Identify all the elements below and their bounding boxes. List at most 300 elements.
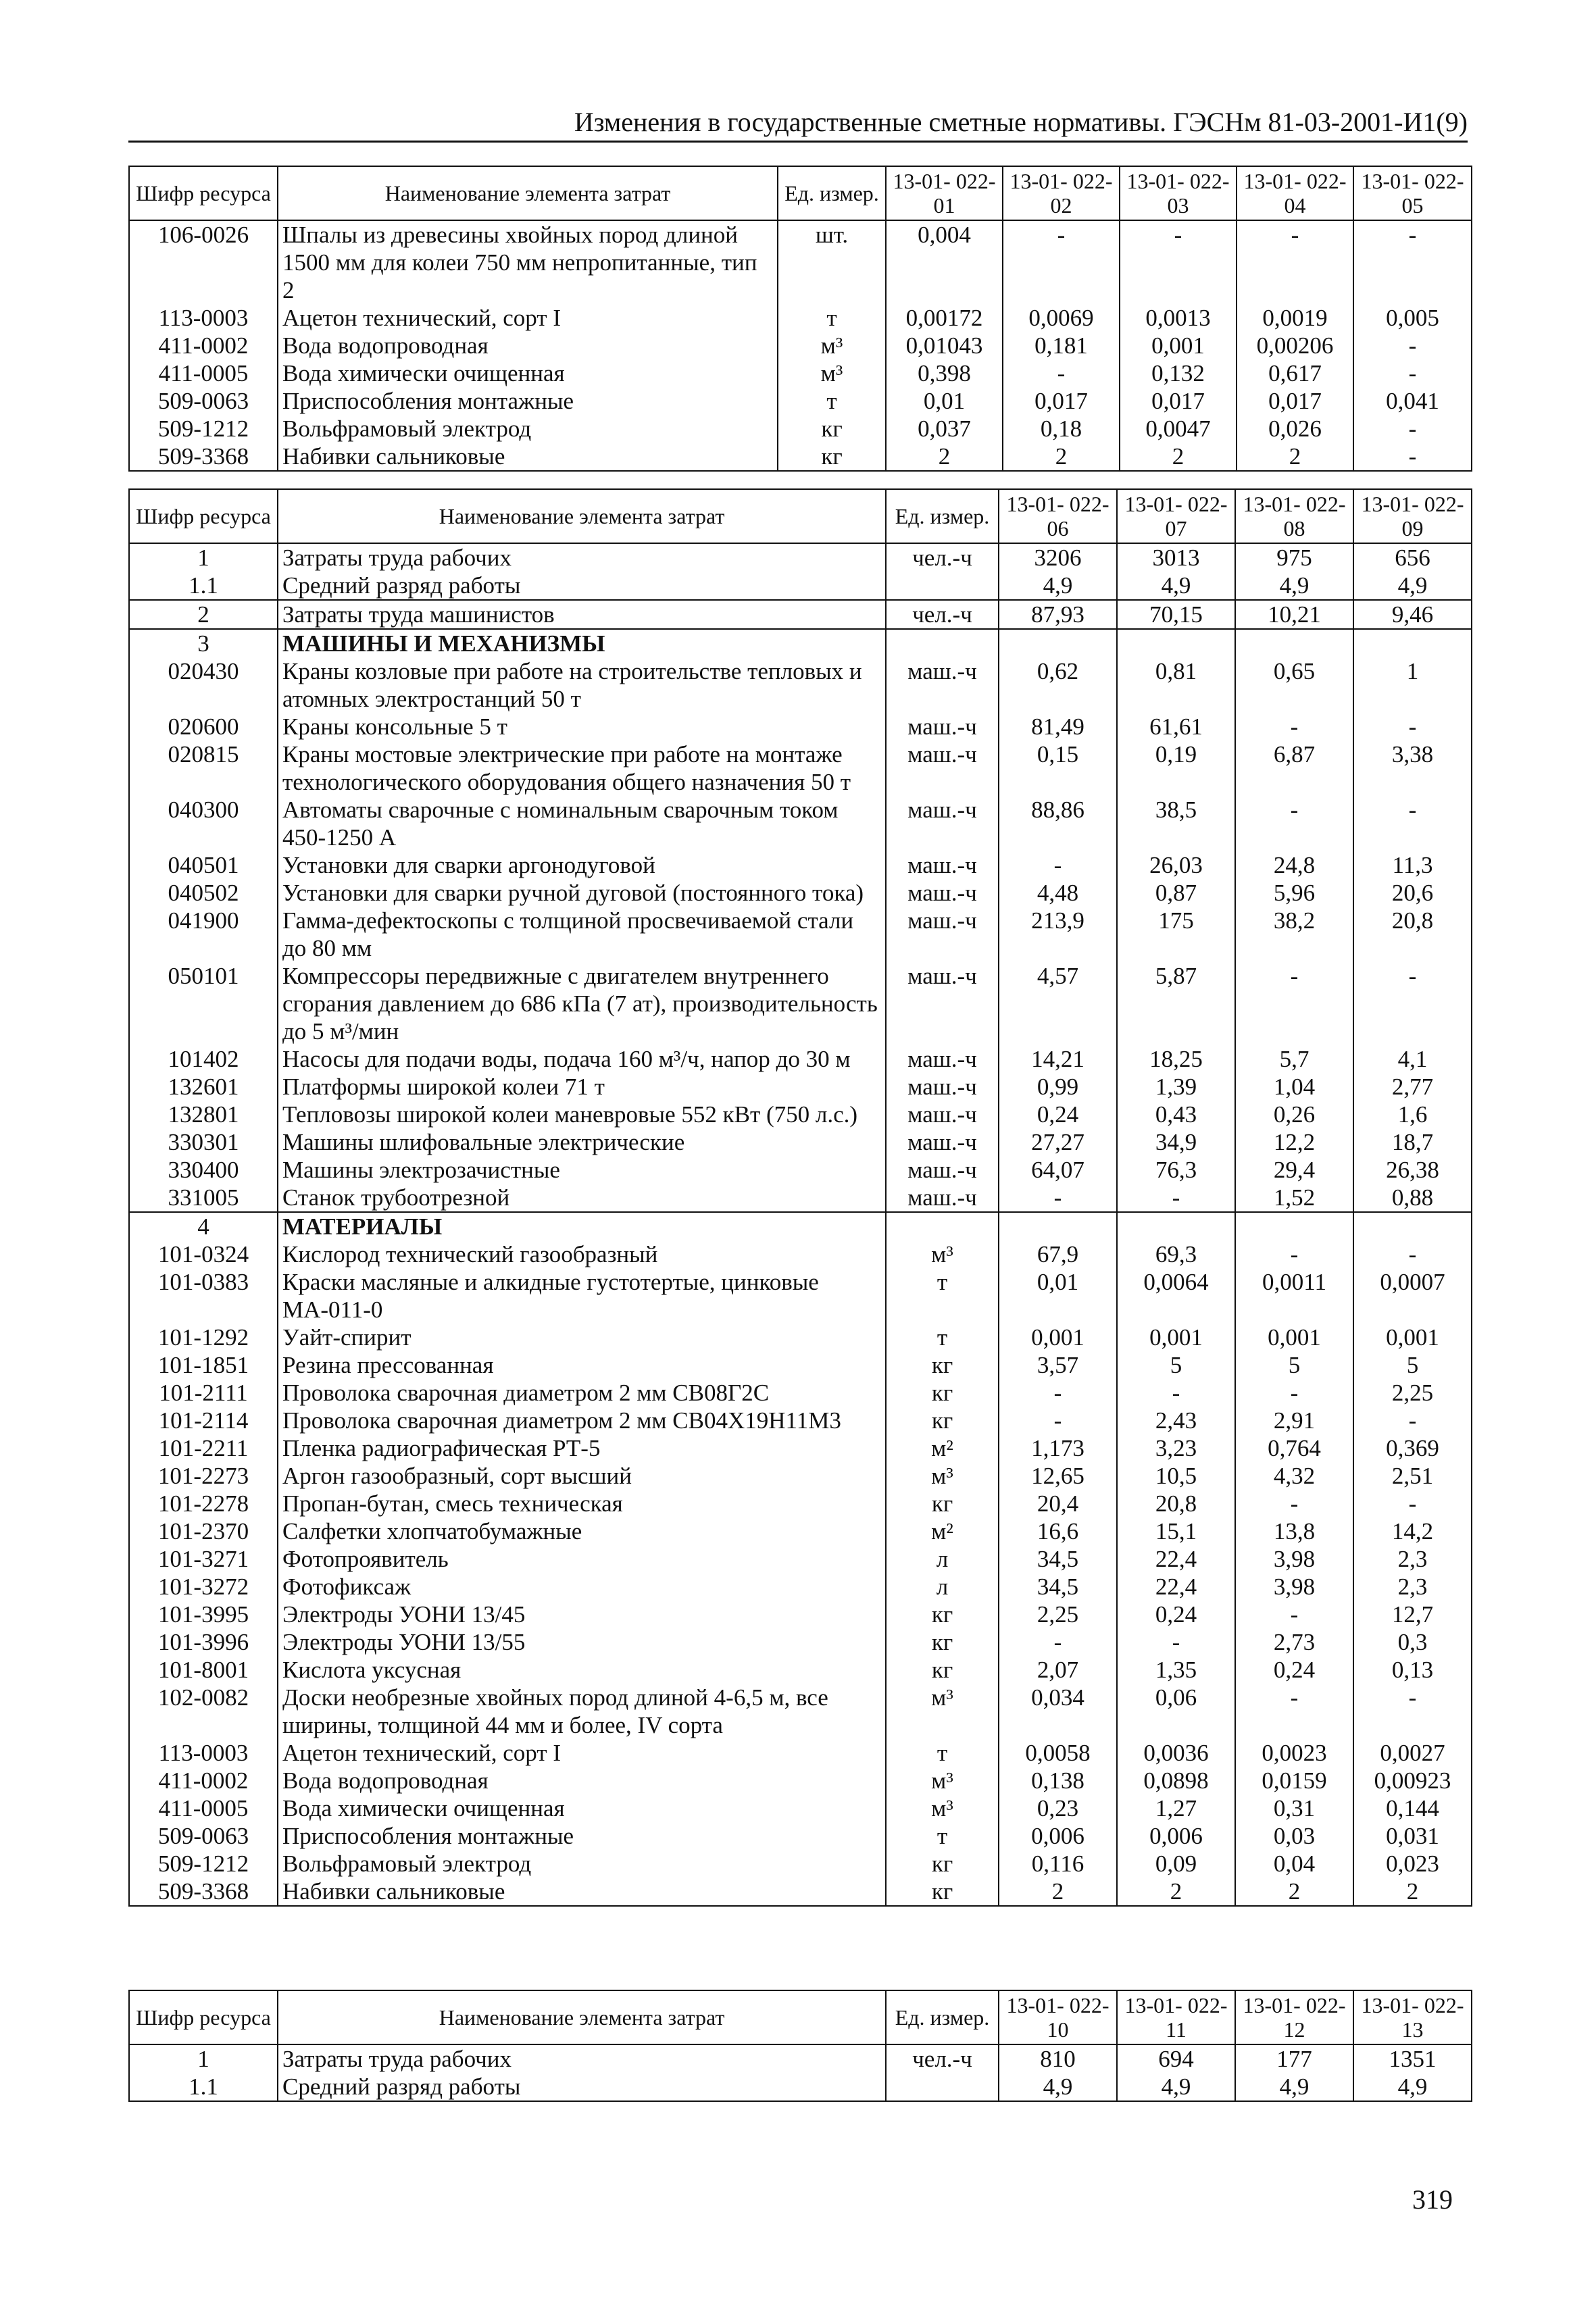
resource-code: 132801 bbox=[129, 1101, 278, 1128]
norm-value: - bbox=[1237, 220, 1353, 304]
table-row bbox=[129, 1407, 1472, 1434]
norm-value bbox=[1117, 1212, 1235, 1240]
resource-code: 101-2370 bbox=[129, 1517, 278, 1545]
resource-unit: шт. bbox=[778, 220, 886, 304]
norm-value: 0,031 bbox=[1353, 1822, 1472, 1850]
norm-value bbox=[1235, 1212, 1353, 1240]
resource-unit: маш.-ч bbox=[886, 740, 999, 796]
norm-value: 5 bbox=[1353, 1351, 1472, 1379]
col-header-norm: 13-01- 022-03 bbox=[1120, 166, 1237, 220]
norm-value: 16,6 bbox=[999, 1517, 1117, 1545]
resource-unit: маш.-ч bbox=[886, 1128, 999, 1156]
resource-unit: кг bbox=[886, 1601, 999, 1628]
norm-value: 0,01043 bbox=[886, 332, 1003, 359]
resource-name: Машины шлифовальные электрические bbox=[278, 1128, 886, 1156]
norm-value: 4,9 bbox=[1117, 572, 1235, 600]
resource-code: 102-0082 bbox=[129, 1684, 278, 1739]
norm-value: 3206 bbox=[999, 543, 1117, 572]
norm-value: 0,19 bbox=[1117, 740, 1235, 796]
table-row bbox=[129, 1240, 1472, 1268]
norm-value: 0,132 bbox=[1120, 359, 1237, 387]
table-row bbox=[129, 2073, 1472, 2101]
norm-value: 87,93 bbox=[999, 600, 1117, 629]
resource-unit bbox=[886, 2073, 999, 2101]
norm-value: - bbox=[1117, 1184, 1235, 1212]
norm-value: 22,4 bbox=[1117, 1573, 1235, 1601]
norm-value: 2 bbox=[1117, 1878, 1235, 1906]
table-row bbox=[129, 1128, 1472, 1156]
table-row bbox=[129, 600, 1472, 629]
norm-value: 69,3 bbox=[1117, 1240, 1235, 1268]
norm-value: 26,03 bbox=[1117, 851, 1235, 879]
norm-value: 10,21 bbox=[1235, 600, 1353, 629]
norm-value: 11,3 bbox=[1353, 851, 1472, 879]
resource-unit: маш.-ч bbox=[886, 1184, 999, 1212]
resource-code: 509-3368 bbox=[129, 443, 278, 471]
norm-value: 0,116 bbox=[999, 1850, 1117, 1878]
norm-value: 2,91 bbox=[1235, 1407, 1353, 1434]
resource-unit: м³ bbox=[778, 359, 886, 387]
norm-value: 0,006 bbox=[1117, 1822, 1235, 1850]
table-row bbox=[129, 1601, 1472, 1628]
norm-value: 38,2 bbox=[1235, 907, 1353, 962]
resource-name: Уайт-спирит bbox=[278, 1324, 886, 1351]
norm-value: 20,8 bbox=[1117, 1490, 1235, 1517]
norm-value: - bbox=[1353, 1407, 1472, 1434]
resource-code: 101-3271 bbox=[129, 1545, 278, 1573]
norm-value: 34,9 bbox=[1117, 1128, 1235, 1156]
resource-name: Резина прессованная bbox=[278, 1351, 886, 1379]
norm-value: 70,15 bbox=[1117, 600, 1235, 629]
norm-value: 2 bbox=[1120, 443, 1237, 471]
norm-value: 0,041 bbox=[1353, 387, 1472, 415]
norm-value: 0,001 bbox=[1353, 1324, 1472, 1351]
norm-value: 3,98 bbox=[1235, 1573, 1353, 1601]
resource-name: Затраты труда машинистов bbox=[278, 600, 886, 629]
resource-name: МАТЕРИАЛЫ bbox=[278, 1212, 886, 1240]
norm-value: 0,43 bbox=[1117, 1101, 1235, 1128]
resource-unit: т bbox=[886, 1324, 999, 1351]
resource-code: 113-0003 bbox=[129, 1739, 278, 1767]
resource-unit: маш.-ч bbox=[886, 1073, 999, 1101]
norm-value: 0,017 bbox=[1120, 387, 1237, 415]
col-header-norm: 13-01- 022-02 bbox=[1003, 166, 1120, 220]
resource-code: 411-0002 bbox=[129, 1767, 278, 1794]
resource-code: 3 bbox=[129, 629, 278, 657]
resource-unit: т bbox=[778, 387, 886, 415]
col-header-unit: Ед. измер. bbox=[778, 166, 886, 220]
resource-unit: м³ bbox=[778, 332, 886, 359]
resource-name: Установки для сварки ручной дуговой (постоянного тока) bbox=[278, 879, 886, 907]
resource-name: Краны козловые при работе на строительстве тепловых и атомных электростанций 50 т bbox=[278, 657, 886, 713]
norm-value: 5,96 bbox=[1235, 879, 1353, 907]
table-row bbox=[129, 1794, 1472, 1822]
norm-value: 12,2 bbox=[1235, 1128, 1353, 1156]
norm-value: 4,1 bbox=[1353, 1045, 1472, 1073]
norm-value: - bbox=[1235, 713, 1353, 740]
norm-value: 0,017 bbox=[1003, 387, 1120, 415]
norm-value: 61,61 bbox=[1117, 713, 1235, 740]
norm-value: 810 bbox=[999, 2044, 1117, 2073]
table-header-row bbox=[129, 1990, 1472, 2044]
table-row bbox=[129, 1545, 1472, 1573]
norm-value bbox=[1353, 629, 1472, 657]
norm-value: 0,0898 bbox=[1117, 1767, 1235, 1794]
norm-value: 0,62 bbox=[999, 657, 1117, 713]
table-header-row bbox=[129, 166, 1472, 220]
norm-value: 64,07 bbox=[999, 1156, 1117, 1184]
norm-value: 24,8 bbox=[1235, 851, 1353, 879]
resource-code: 101402 bbox=[129, 1045, 278, 1073]
norm-value: - bbox=[1117, 1379, 1235, 1407]
norm-value: - bbox=[999, 851, 1117, 879]
norm-value: - bbox=[1003, 220, 1120, 304]
norm-value: 12,65 bbox=[999, 1462, 1117, 1490]
norm-value: - bbox=[1003, 359, 1120, 387]
resource-code: 101-1292 bbox=[129, 1324, 278, 1351]
norm-value: 2,51 bbox=[1353, 1462, 1472, 1490]
resource-code: 101-0324 bbox=[129, 1240, 278, 1268]
col-header-norm: 13-01- 022-05 bbox=[1353, 166, 1472, 220]
norm-value: - bbox=[1235, 796, 1353, 851]
norm-value: - bbox=[1353, 415, 1472, 443]
resource-code: 020430 bbox=[129, 657, 278, 713]
norm-value: 0,00923 bbox=[1353, 1767, 1472, 1794]
table-row bbox=[129, 1434, 1472, 1462]
norm-value: - bbox=[999, 1379, 1117, 1407]
resource-unit: маш.-ч bbox=[886, 796, 999, 851]
resource-code: 020600 bbox=[129, 713, 278, 740]
norm-value: 4,9 bbox=[1235, 2073, 1353, 2101]
resource-unit: т bbox=[778, 304, 886, 332]
norm-value: 20,8 bbox=[1353, 907, 1472, 962]
resource-unit: кг bbox=[886, 1490, 999, 1517]
norm-value: 0,0013 bbox=[1120, 304, 1237, 332]
col-header-norm: 13-01- 022-09 bbox=[1353, 489, 1472, 543]
resource-name: Затраты труда рабочих bbox=[278, 2044, 886, 2073]
resource-code: 040300 bbox=[129, 796, 278, 851]
table-row bbox=[129, 220, 1472, 304]
resource-code: 101-2111 bbox=[129, 1379, 278, 1407]
norm-value: - bbox=[1353, 220, 1472, 304]
table-row bbox=[129, 1878, 1472, 1906]
resource-unit: кг bbox=[778, 415, 886, 443]
resource-code: 020815 bbox=[129, 740, 278, 796]
col-header-code: Шифр ресурса bbox=[129, 489, 278, 543]
norm-value: 0,3 bbox=[1353, 1628, 1472, 1656]
norm-value: 38,5 bbox=[1117, 796, 1235, 851]
norm-value: 10,5 bbox=[1117, 1462, 1235, 1490]
resource-unit: т bbox=[886, 1739, 999, 1767]
norm-value: - bbox=[1235, 1601, 1353, 1628]
col-header-norm: 13-01- 022-08 bbox=[1235, 489, 1353, 543]
resource-unit bbox=[886, 572, 999, 600]
table-row bbox=[129, 332, 1472, 359]
norm-value: 0,65 bbox=[1235, 657, 1353, 713]
norm-value: 1,52 bbox=[1235, 1184, 1353, 1212]
norm-value: - bbox=[999, 1407, 1117, 1434]
norm-value: 0,99 bbox=[999, 1073, 1117, 1101]
norm-value: 2,3 bbox=[1353, 1573, 1472, 1601]
col-header-norm: 13-01- 022-06 bbox=[999, 489, 1117, 543]
norm-value: 2 bbox=[1235, 1878, 1353, 1906]
resource-unit: кг bbox=[886, 1628, 999, 1656]
resource-unit: кг bbox=[886, 1407, 999, 1434]
table-row bbox=[129, 1684, 1472, 1739]
norm-value: 0,09 bbox=[1117, 1850, 1235, 1878]
table-row bbox=[129, 572, 1472, 600]
norm-value: - bbox=[1353, 1684, 1472, 1739]
resource-code: 411-0005 bbox=[129, 359, 278, 387]
norm-value: 2,73 bbox=[1235, 1628, 1353, 1656]
norm-value: - bbox=[1353, 1490, 1472, 1517]
norm-value: 2 bbox=[886, 443, 1003, 471]
norm-value: 0,01 bbox=[886, 387, 1003, 415]
norm-value: 0,006 bbox=[999, 1822, 1117, 1850]
norm-value: - bbox=[1353, 1240, 1472, 1268]
resource-unit: м³ bbox=[886, 1240, 999, 1268]
norm-value: - bbox=[1353, 713, 1472, 740]
resource-code: 1 bbox=[129, 543, 278, 572]
table-row bbox=[129, 1268, 1472, 1324]
norm-value: 2 bbox=[1003, 443, 1120, 471]
norm-value: 0,06 bbox=[1117, 1684, 1235, 1739]
resource-code: 1.1 bbox=[129, 2073, 278, 2101]
resource-name: Шпалы из древесины хвойных пород длиной 1500 мм для колеи 750 мм непропитанные, тип 2 bbox=[278, 220, 778, 304]
table-row bbox=[129, 1351, 1472, 1379]
resource-code: 041900 bbox=[129, 907, 278, 962]
norm-value: 0,24 bbox=[1235, 1656, 1353, 1684]
resource-code: 050101 bbox=[129, 962, 278, 1045]
resource-code: 4 bbox=[129, 1212, 278, 1240]
norm-value: - bbox=[1235, 1684, 1353, 1739]
resource-code: 113-0003 bbox=[129, 304, 278, 332]
resource-code: 330400 bbox=[129, 1156, 278, 1184]
table-header-row bbox=[129, 489, 1472, 543]
resource-unit bbox=[886, 1212, 999, 1240]
norm-value: 0,0011 bbox=[1235, 1268, 1353, 1324]
norm-value: 26,38 bbox=[1353, 1156, 1472, 1184]
norm-value: 0,88 bbox=[1353, 1184, 1472, 1212]
resource-name: Гамма-дефектоскопы с толщиной просвечиваемой стали до 80 мм bbox=[278, 907, 886, 962]
resource-name: Аргон газообразный, сорт высший bbox=[278, 1462, 886, 1490]
norm-value: 2,43 bbox=[1117, 1407, 1235, 1434]
resource-code: 040502 bbox=[129, 879, 278, 907]
resource-code: 040501 bbox=[129, 851, 278, 879]
resource-unit: кг bbox=[886, 1656, 999, 1684]
resource-name: Станок трубоотрезной bbox=[278, 1184, 886, 1212]
resource-name: Пропан-бутан, смесь техническая bbox=[278, 1490, 886, 1517]
resource-table-3 bbox=[128, 1990, 1472, 2102]
norm-value: 3,38 bbox=[1353, 740, 1472, 796]
table-row bbox=[129, 543, 1472, 572]
resource-code: 509-1212 bbox=[129, 1850, 278, 1878]
resource-name: Насосы для подачи воды, подача 160 м³/ч, напор до 30 м bbox=[278, 1045, 886, 1073]
norm-value: 0,24 bbox=[999, 1101, 1117, 1128]
resource-code: 101-2278 bbox=[129, 1490, 278, 1517]
norm-value: 213,9 bbox=[999, 907, 1117, 962]
table-row bbox=[129, 387, 1472, 415]
norm-value: 2 bbox=[999, 1878, 1117, 1906]
norm-value: 27,27 bbox=[999, 1128, 1117, 1156]
col-header-code: Шифр ресурса bbox=[129, 166, 278, 220]
norm-value: 0,617 bbox=[1237, 359, 1353, 387]
norm-value: 3,23 bbox=[1117, 1434, 1235, 1462]
resource-code: 411-0005 bbox=[129, 1794, 278, 1822]
table-row bbox=[129, 879, 1472, 907]
resource-name: Автоматы сварочные с номинальным сварочным током 450-1250 А bbox=[278, 796, 886, 851]
resource-unit: л bbox=[886, 1545, 999, 1573]
page-header: Изменения в государственные сметные нормативы. ГЭСНм 81-03-2001-И1(9) bbox=[128, 107, 1468, 143]
norm-value: - bbox=[1235, 1379, 1353, 1407]
norm-value: 1 bbox=[1353, 657, 1472, 713]
resource-name: Пленка радиографическая РТ-5 bbox=[278, 1434, 886, 1462]
col-header-name: Наименование элемента затрат bbox=[278, 1990, 886, 2044]
resource-name: Электроды УОНИ 13/55 bbox=[278, 1628, 886, 1656]
norm-value: 15,1 bbox=[1117, 1517, 1235, 1545]
norm-value: 2,25 bbox=[999, 1601, 1117, 1628]
table-row bbox=[129, 962, 1472, 1045]
norm-value: 0,369 bbox=[1353, 1434, 1472, 1462]
resource-unit: кг bbox=[886, 1878, 999, 1906]
table-row bbox=[129, 713, 1472, 740]
norm-value: 5,7 bbox=[1235, 1045, 1353, 1073]
norm-value: 3,98 bbox=[1235, 1545, 1353, 1573]
table-row bbox=[129, 1462, 1472, 1490]
table-row bbox=[129, 1739, 1472, 1767]
table-row bbox=[129, 415, 1472, 443]
resource-unit: кг bbox=[886, 1379, 999, 1407]
resource-name: Краски масляные и алкидные густотертые, цинковые МА-011-0 bbox=[278, 1268, 886, 1324]
resource-code: 2 bbox=[129, 600, 278, 629]
norm-value: 0,017 bbox=[1237, 387, 1353, 415]
norm-value: 0,144 bbox=[1353, 1794, 1472, 1822]
resource-unit: л bbox=[886, 1573, 999, 1601]
table-row bbox=[129, 1184, 1472, 1212]
norm-value: 0,87 bbox=[1117, 879, 1235, 907]
norm-value: 0,026 bbox=[1237, 415, 1353, 443]
table-row bbox=[129, 629, 1472, 657]
resource-code: 101-1851 bbox=[129, 1351, 278, 1379]
norm-value: 18,25 bbox=[1117, 1045, 1235, 1073]
norm-value: 0,764 bbox=[1235, 1434, 1353, 1462]
resource-name: Вольфрамовый электрод bbox=[278, 1850, 886, 1878]
norm-value: 1,173 bbox=[999, 1434, 1117, 1462]
norm-value: 0,31 bbox=[1235, 1794, 1353, 1822]
norm-value: 0,81 bbox=[1117, 657, 1235, 713]
resource-unit: кг bbox=[778, 443, 886, 471]
resource-code: 330301 bbox=[129, 1128, 278, 1156]
norm-value: - bbox=[1235, 962, 1353, 1045]
norm-value: - bbox=[1353, 359, 1472, 387]
table-row bbox=[129, 796, 1472, 851]
table-row bbox=[129, 1379, 1472, 1407]
norm-value: 29,4 bbox=[1235, 1156, 1353, 1184]
norm-value: 4,32 bbox=[1235, 1462, 1353, 1490]
norm-value: 4,9 bbox=[999, 572, 1117, 600]
resource-unit: т bbox=[886, 1268, 999, 1324]
norm-value: 5 bbox=[1117, 1351, 1235, 1379]
norm-value: - bbox=[1353, 962, 1472, 1045]
resource-name: Набивки сальниковые bbox=[278, 443, 778, 471]
norm-value: 1,39 bbox=[1117, 1073, 1235, 1101]
norm-value: 13,8 bbox=[1235, 1517, 1353, 1545]
norm-value: 0,398 bbox=[886, 359, 1003, 387]
norm-value: 18,7 bbox=[1353, 1128, 1472, 1156]
resource-name: Вода водопроводная bbox=[278, 1767, 886, 1794]
resource-name: Краны консольные 5 т bbox=[278, 713, 886, 740]
resource-name: Фотопроявитель bbox=[278, 1545, 886, 1573]
norm-value: 0,037 bbox=[886, 415, 1003, 443]
norm-value: 2,25 bbox=[1353, 1379, 1472, 1407]
resource-name: Платформы широкой колеи 71 т bbox=[278, 1073, 886, 1101]
resource-unit: маш.-ч bbox=[886, 657, 999, 713]
resource-unit: кг bbox=[886, 1351, 999, 1379]
resource-table-2 bbox=[128, 488, 1472, 1907]
norm-value: 3,57 bbox=[999, 1351, 1117, 1379]
resource-unit: м³ bbox=[886, 1462, 999, 1490]
resource-name: Приспособления монтажные bbox=[278, 1822, 886, 1850]
norm-value: 2 bbox=[1237, 443, 1353, 471]
norm-value: 0,04 bbox=[1235, 1850, 1353, 1878]
table-row bbox=[129, 1045, 1472, 1073]
norm-value: 67,9 bbox=[999, 1240, 1117, 1268]
norm-value: 20,4 bbox=[999, 1490, 1117, 1517]
table-row bbox=[129, 851, 1472, 879]
norm-value: 2 bbox=[1353, 1878, 1472, 1906]
resource-name: Приспособления монтажные bbox=[278, 387, 778, 415]
norm-value: 2,3 bbox=[1353, 1545, 1472, 1573]
resource-unit: маш.-ч bbox=[886, 1156, 999, 1184]
col-header-norm: 13-01- 022-01 bbox=[886, 166, 1003, 220]
table-row bbox=[129, 1156, 1472, 1184]
resource-code: 509-0063 bbox=[129, 387, 278, 415]
table-row bbox=[129, 1850, 1472, 1878]
resource-code: 101-3995 bbox=[129, 1601, 278, 1628]
resource-name: Электроды УОНИ 13/45 bbox=[278, 1601, 886, 1628]
table-row bbox=[129, 1490, 1472, 1517]
resource-name: Средний разряд работы bbox=[278, 2073, 886, 2101]
norm-value: 0,01 bbox=[999, 1268, 1117, 1324]
norm-value: 3013 bbox=[1117, 543, 1235, 572]
table-row bbox=[129, 1767, 1472, 1794]
resource-code: 101-0383 bbox=[129, 1268, 278, 1324]
col-header-norm: 13-01- 022-07 bbox=[1117, 489, 1235, 543]
col-header-norm: 13-01- 022-10 bbox=[999, 1990, 1117, 2044]
norm-value: 81,49 bbox=[999, 713, 1117, 740]
norm-value: 0,00172 bbox=[886, 304, 1003, 332]
norm-value: 76,3 bbox=[1117, 1156, 1235, 1184]
norm-value: 0,0064 bbox=[1117, 1268, 1235, 1324]
norm-value: - bbox=[999, 1184, 1117, 1212]
norm-value: 0,26 bbox=[1235, 1101, 1353, 1128]
resource-unit: кг bbox=[886, 1850, 999, 1878]
norm-value: 4,9 bbox=[999, 2073, 1117, 2101]
norm-value: 1,6 bbox=[1353, 1101, 1472, 1128]
col-header-code: Шифр ресурса bbox=[129, 1990, 278, 2044]
resource-unit: м² bbox=[886, 1434, 999, 1462]
norm-value: 0,181 bbox=[1003, 332, 1120, 359]
norm-value: 1351 bbox=[1353, 2044, 1472, 2073]
norm-value: 0,138 bbox=[999, 1767, 1117, 1794]
resource-name: Кислород технический газообразный bbox=[278, 1240, 886, 1268]
resource-name: Вольфрамовый электрод bbox=[278, 415, 778, 443]
norm-value bbox=[1117, 629, 1235, 657]
norm-value: 14,21 bbox=[999, 1045, 1117, 1073]
norm-value: 34,5 bbox=[999, 1573, 1117, 1601]
resource-name: Ацетон технический, сорт I bbox=[278, 304, 778, 332]
resource-code: 101-3996 bbox=[129, 1628, 278, 1656]
